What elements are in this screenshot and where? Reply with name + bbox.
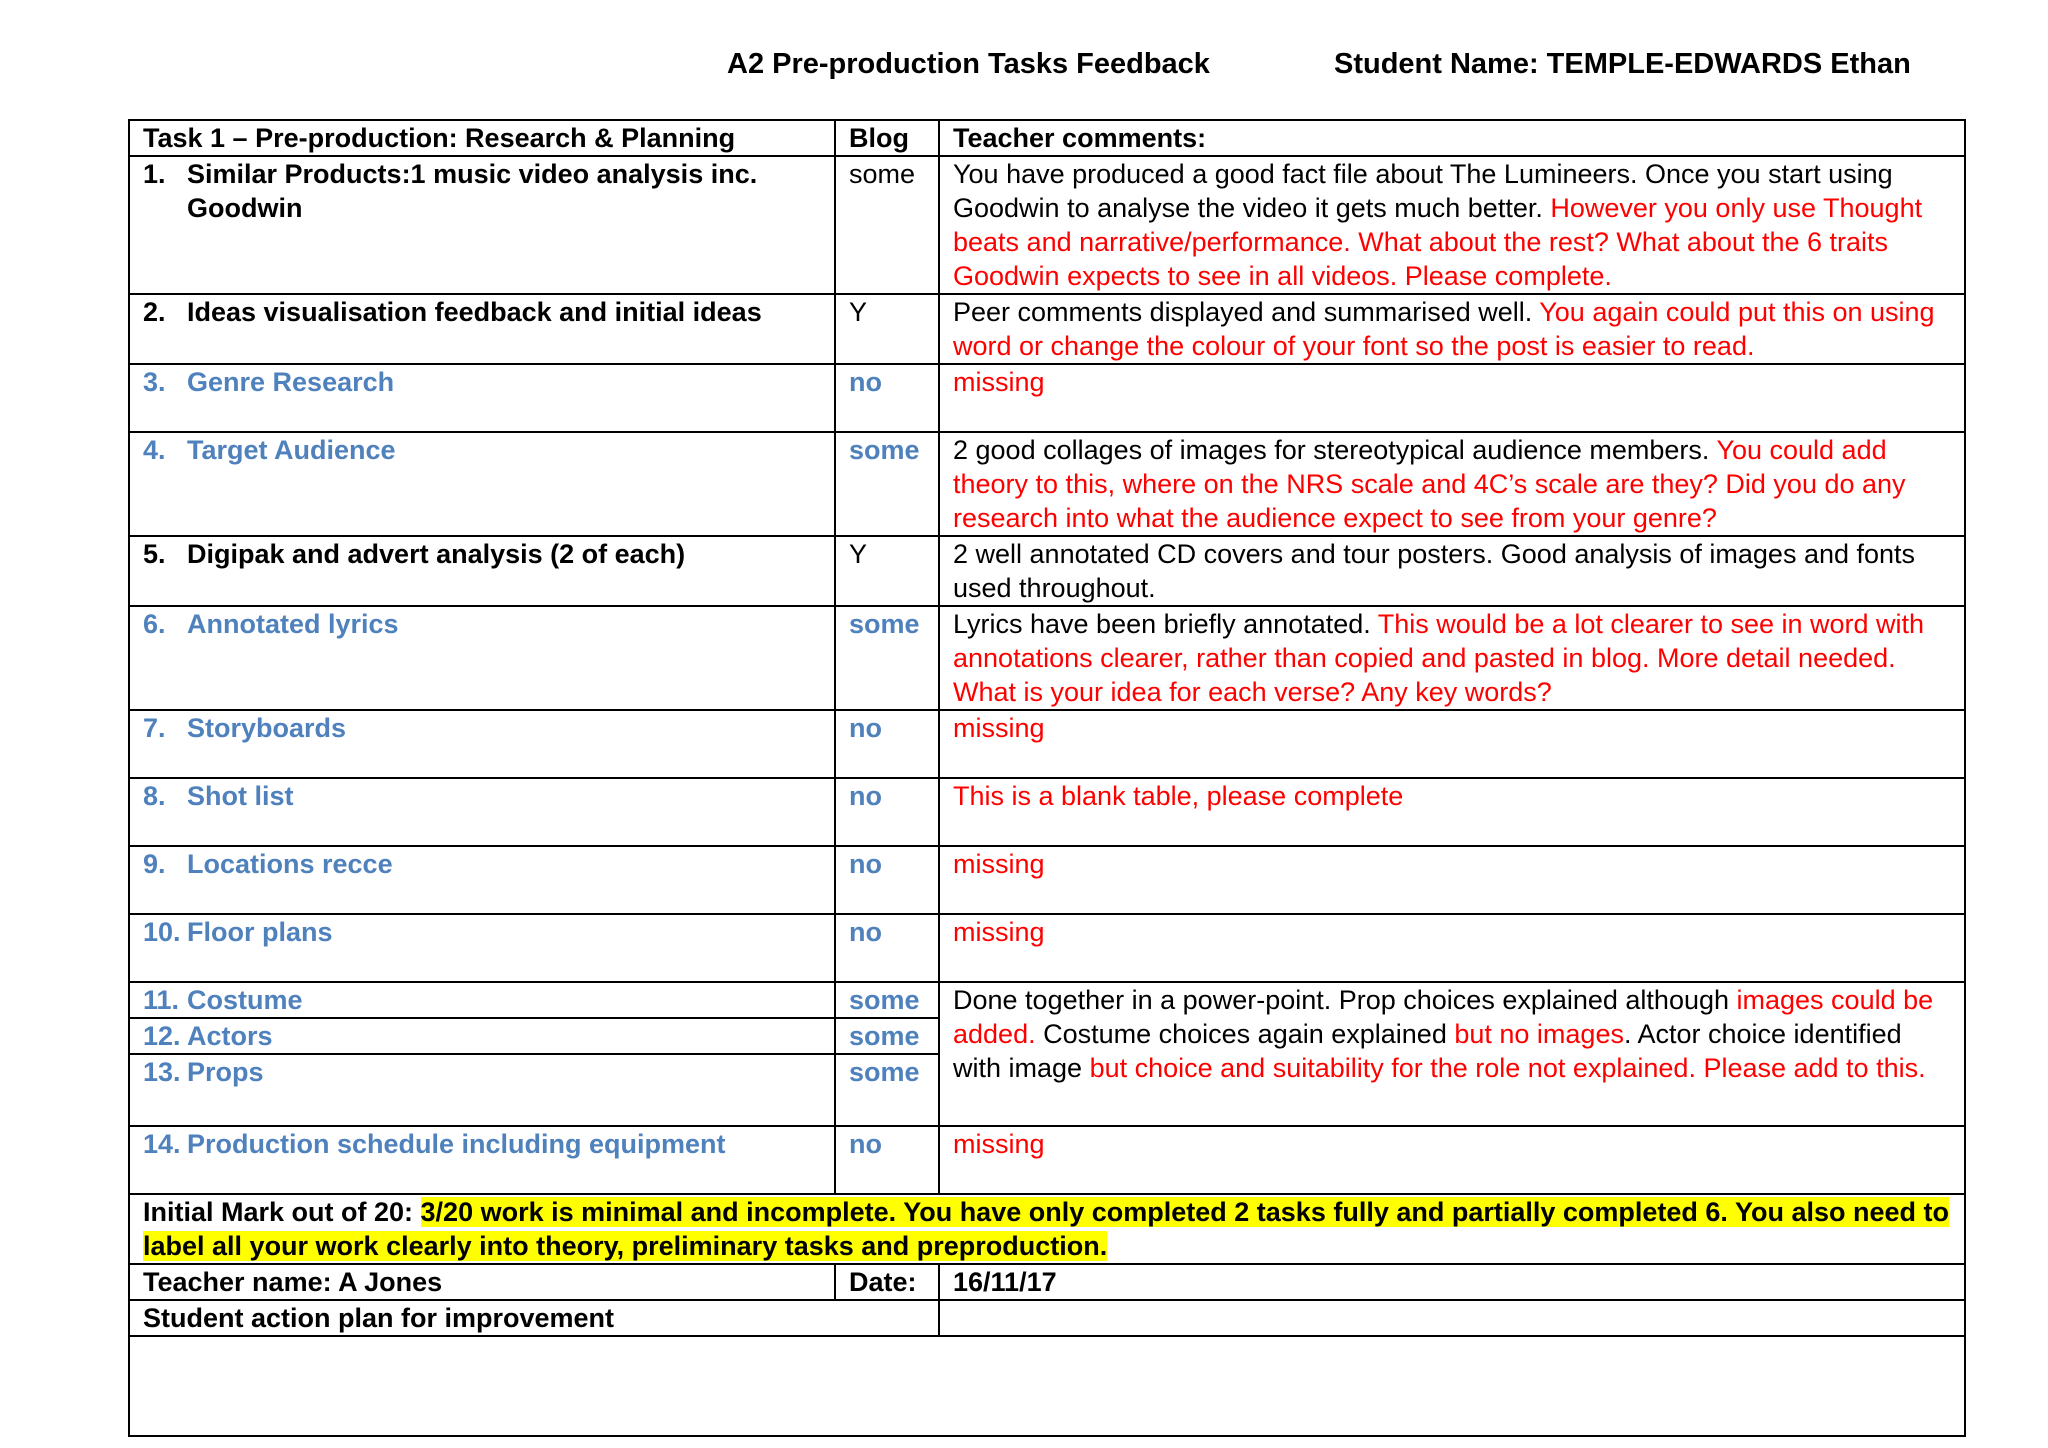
blog-status: some [835, 156, 939, 294]
comment-text: Costume choices again explained [1035, 1019, 1455, 1049]
teacher-comment [939, 294, 1965, 364]
task-number: 7. [143, 713, 166, 743]
task-label: Locations recce [187, 849, 393, 879]
table-row [129, 432, 1965, 536]
blog-status: some [835, 1054, 939, 1126]
table-row [129, 536, 1965, 606]
comment-improvement: but choice and suitability for the role not explained. Please add to this. [1089, 1053, 1926, 1083]
action-plan-input[interactable] [129, 1336, 1965, 1436]
task-label: Floor plans [187, 917, 333, 947]
teacher-comment: missing [939, 710, 1965, 778]
teacher-comment: missing [939, 364, 1965, 432]
teacher-comment: 2 well annotated CD covers and tour posters. Good analysis of images and fonts used throughout. [939, 536, 1965, 606]
table-row [129, 156, 1965, 294]
document-title: A2 Pre-production Tasks Feedback [727, 48, 1210, 80]
blog-status: Y [835, 294, 939, 364]
blog-status: Y [835, 536, 939, 606]
task-number: 2. [143, 297, 166, 327]
blog-status: no [835, 846, 939, 914]
task-number: 11. [143, 985, 180, 1015]
date-value: 16/11/17 [939, 1264, 1965, 1300]
page-header [0, 48, 2048, 88]
teacher-row [129, 1264, 1965, 1300]
feedback-table [128, 119, 1966, 1437]
task-column-header: Task 1 – Pre-production: Research & Planning [129, 120, 835, 156]
comment-improvement: images could be added. [953, 985, 1934, 1049]
task-label: Shot list [187, 781, 294, 811]
task-number: 6. [143, 609, 166, 639]
mark-summary: 3/20 work is minimal and incomplete. You have only completed 2 tasks fully and partially completed 6. You also need to label all your work clearly into theory, preliminary tasks and preproduction. [143, 1197, 1949, 1261]
initial-mark [129, 1194, 1965, 1264]
comment-text: Done together in a power-point. Prop choices explained although [953, 985, 1737, 1015]
table-row [129, 294, 1965, 364]
task-label: Actors [187, 1021, 273, 1051]
action-plan-blank [939, 1300, 1965, 1336]
task-cell [129, 1054, 835, 1126]
date-label: Date: [835, 1264, 939, 1300]
task-number: 12. [143, 1021, 181, 1051]
teacher-comment: missing [939, 914, 1965, 982]
task-cell [129, 1018, 835, 1054]
task-cell [129, 294, 835, 364]
task-cell [129, 364, 835, 432]
comment-improvement: You could add theory to this, where on the NRS scale and 4C’s scale are they? Did you do any research into what the audience expect to see from your genre? [953, 435, 1906, 533]
task-number: 5. [143, 539, 166, 569]
blog-status: no [835, 364, 939, 432]
task-label: Annotated lyrics [187, 609, 399, 639]
table-row [129, 846, 1965, 914]
task-number: 4. [143, 435, 166, 465]
blog-status: no [835, 710, 939, 778]
teacher-comment: missing [939, 846, 1965, 914]
blog-column-header: Blog [835, 120, 939, 156]
comments-column-header: Teacher comments: [939, 120, 1965, 156]
task-label: Costume [187, 985, 303, 1015]
mark-label: Initial Mark out of 20: [143, 1197, 421, 1227]
blog-status: some [835, 606, 939, 710]
task-label: Ideas visualisation feedback and initial ideas [187, 297, 762, 327]
blog-status: some [835, 982, 939, 1018]
table-row [129, 778, 1965, 846]
comment-text: 2 good collages of images for stereotypical audience members. [953, 435, 1717, 465]
task-label: Props [187, 1057, 264, 1087]
task-cell [129, 846, 835, 914]
table-row [129, 1126, 1965, 1194]
task-cell [129, 778, 835, 846]
table-row [129, 914, 1965, 982]
teacher-comment [939, 156, 1965, 294]
task-number: 1. [143, 159, 166, 189]
task-label: Digipak and advert analysis (2 of each) [187, 539, 686, 569]
blog-status: no [835, 914, 939, 982]
teacher-comment: This is a blank table, please complete [939, 778, 1965, 846]
task-cell [129, 710, 835, 778]
teacher-comment [939, 432, 1965, 536]
task-number: 3. [143, 367, 166, 397]
task-cell [129, 982, 835, 1018]
blog-status: some [835, 1018, 939, 1054]
task-cell [129, 536, 835, 606]
table-row [129, 710, 1965, 778]
task-cell [129, 156, 835, 294]
task-number: 9. [143, 849, 166, 879]
action-plan-area [129, 1336, 1965, 1436]
teacher-comment-group [939, 982, 1965, 1126]
comment-improvement: This would be a lot clearer to see in word with annotations clearer, rather than copied and pasted in blog. More detail needed. What is your idea for each verse? Any key words? [953, 609, 1925, 707]
blog-status: some [835, 432, 939, 536]
action-plan-row [129, 1300, 1965, 1336]
header-row [129, 120, 1965, 156]
task-label: Genre Research [187, 367, 395, 397]
task-number: 13. [143, 1057, 181, 1087]
task-number: 8. [143, 781, 166, 811]
teacher-comment [939, 606, 1965, 710]
task-cell [129, 606, 835, 710]
teacher-comment: missing [939, 1126, 1965, 1194]
blog-status: no [835, 778, 939, 846]
comment-text: . Actor choice identified with image [953, 1019, 1902, 1083]
table-row [129, 982, 1965, 1018]
comment-improvement: You again could put this on using word or change the colour of your font so the post is easier to read. [953, 297, 1935, 361]
task-cell [129, 1126, 835, 1194]
task-cell [129, 432, 835, 536]
task-label: Storyboards [187, 713, 347, 743]
task-label: Production schedule including equipment [187, 1129, 726, 1159]
task-label: Similar Products:1 music video analysis inc. Goodwin [187, 159, 758, 223]
blog-status: no [835, 1126, 939, 1194]
task-cell [129, 914, 835, 982]
comment-improvement: However you only use Thought beats and narrative/performance. What about the rest? What about the 6 traits Goodwin expects to see in all videos. Please complete. [953, 193, 1923, 291]
task-number: 10. [143, 917, 181, 947]
task-label: Target Audience [187, 435, 396, 465]
task-number: 14. [143, 1129, 181, 1159]
comment-text: You have produced a good fact file about The Lumineers. Once you start using Goodwin to analyse the video it gets much better. [953, 159, 1893, 223]
action-plan-label: Student action plan for improvement [129, 1300, 939, 1336]
comment-improvement: but no images [1454, 1019, 1624, 1049]
table-row [129, 606, 1965, 710]
comment-text: Lyrics have been briefly annotated. [953, 609, 1378, 639]
mark-row [129, 1194, 1965, 1264]
student-name: Student Name: TEMPLE-EDWARDS Ethan [1334, 48, 1911, 80]
comment-text: Peer comments displayed and summarised well. [953, 297, 1540, 327]
teacher-name: Teacher name: A Jones [129, 1264, 835, 1300]
table-row [129, 364, 1965, 432]
